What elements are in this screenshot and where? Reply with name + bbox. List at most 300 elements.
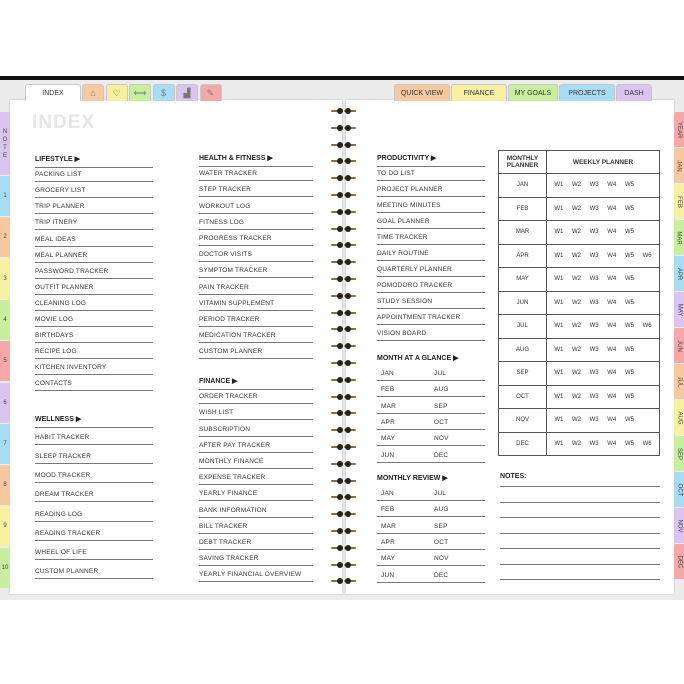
ring-part xyxy=(345,427,351,433)
page-title: INDEX xyxy=(32,112,96,133)
weekly-planner-link[interactable]: W1 xyxy=(554,393,564,400)
side-tab-10[interactable] xyxy=(0,548,10,588)
weekly-planner-link[interactable]: W2 xyxy=(571,299,581,306)
index-link[interactable]: POMODORO TRACKER xyxy=(377,282,485,293)
monthly-planner-link[interactable]: FEB xyxy=(499,197,547,221)
weekly-planner-link[interactable]: W2 xyxy=(571,346,581,353)
month-link[interactable]: NOV xyxy=(429,555,485,566)
index-link[interactable]: PACKING LIST xyxy=(35,171,153,182)
index-link[interactable]: BIRTHDAYS xyxy=(35,332,153,343)
weekly-planner-link[interactable]: W5 xyxy=(624,299,634,306)
section-header[interactable]: HEALTH & FITNESS ▶ xyxy=(199,154,313,167)
notes-line xyxy=(500,548,660,549)
index-link[interactable]: WHEEL OF LIFE xyxy=(35,549,153,560)
notes-line xyxy=(500,517,660,518)
ring-part xyxy=(337,528,343,534)
ring-part xyxy=(345,175,351,181)
index-link[interactable]: MEAL IDEAS xyxy=(35,236,153,247)
weekly-planner-link[interactable]: W3 xyxy=(589,276,599,283)
ring-part xyxy=(345,108,351,114)
weekly-planner-link[interactable]: W2 xyxy=(571,252,581,259)
weeks xyxy=(547,253,659,259)
month-tab-label: FEB xyxy=(676,195,683,208)
index-link[interactable]: APPOINTMENT TRACKER xyxy=(377,314,485,325)
month-link[interactable]: SEP xyxy=(429,403,485,414)
monthly-planner-link[interactable]: OCT xyxy=(499,385,547,409)
month-tab-label: OCT xyxy=(676,483,683,496)
month-tab-apr[interactable] xyxy=(674,256,684,291)
ring-part xyxy=(345,562,351,568)
month-link[interactable]: MAY xyxy=(377,555,429,566)
index-link[interactable]: FITNESS LOG xyxy=(199,219,313,230)
notes-label: NOTES: xyxy=(500,473,527,480)
month-tab-nov[interactable] xyxy=(674,508,684,543)
month-tab-feb[interactable] xyxy=(674,184,684,219)
weeks xyxy=(547,370,659,376)
weekly-planner-link[interactable]: W2 xyxy=(571,393,581,400)
monthly-planner-link[interactable]: NOV xyxy=(499,409,547,433)
weekly-planner-link[interactable]: W5 xyxy=(624,205,634,212)
ring-part xyxy=(337,142,343,148)
weekly-planner-link[interactable]: W2 xyxy=(571,205,581,212)
side-tab-4[interactable] xyxy=(0,300,10,340)
index-link[interactable]: OUTFIT PLANNER xyxy=(35,284,153,295)
index-link[interactable]: GOAL PLANNER xyxy=(377,218,485,229)
weekly-planner-link[interactable]: W5 xyxy=(624,346,634,353)
index-link[interactable]: RECIPE LOG xyxy=(35,348,153,359)
index-link[interactable]: SAVING TRACKER xyxy=(199,555,313,566)
weekly-planner-link[interactable]: W5 xyxy=(624,252,634,259)
index-link[interactable]: KITCHEN INVENTORY xyxy=(35,364,153,375)
section-header[interactable]: WELLNESS ▶ xyxy=(35,415,153,428)
ring-part xyxy=(337,511,343,517)
index-link[interactable]: MOVIE LOG xyxy=(35,316,153,327)
ring-part xyxy=(345,360,351,366)
planner-row xyxy=(499,315,660,339)
index-link[interactable]: DOCTOR VISITS xyxy=(199,251,313,262)
weekly-planner-link[interactable]: W2 xyxy=(571,182,581,189)
ring-part xyxy=(345,377,351,383)
index-link[interactable]: WISH LIST xyxy=(199,409,313,420)
month-tab-dec[interactable] xyxy=(674,544,684,579)
month-link[interactable]: JUL xyxy=(429,370,485,381)
month-link[interactable]: OCT xyxy=(429,539,485,550)
ring-part xyxy=(337,427,343,433)
index-link[interactable]: PAIN TRACKER xyxy=(199,284,313,295)
ring-part xyxy=(345,158,351,164)
ring-part xyxy=(337,276,343,282)
month-tab-may[interactable] xyxy=(674,292,684,327)
weekly-cell xyxy=(547,409,660,433)
month-tab-sep[interactable] xyxy=(674,436,684,471)
index-link[interactable]: AFTER PAY TRACKER xyxy=(199,442,313,453)
month-tab-jul[interactable] xyxy=(674,364,684,399)
index-link[interactable]: READING TRACKER xyxy=(35,530,153,541)
weekly-planner-link[interactable]: W4 xyxy=(607,440,617,447)
weekly-planner-link[interactable]: W4 xyxy=(607,205,617,212)
monthly-planner-link[interactable]: APR xyxy=(499,244,547,268)
side-tab-5[interactable] xyxy=(0,341,10,381)
weekly-cell xyxy=(547,268,660,292)
index-link[interactable]: DEBT TRACKER xyxy=(199,539,313,550)
weekly-planner-link[interactable]: W6 xyxy=(642,440,652,447)
side-tab-label: 5 xyxy=(3,358,7,365)
weekly-planner-link[interactable]: W5 xyxy=(624,182,634,189)
weekly-planner-link[interactable]: W3 xyxy=(589,205,599,212)
tab-home[interactable] xyxy=(82,84,104,101)
monthly-planner-link[interactable]: JUN xyxy=(499,291,547,315)
month-link[interactable]: DEC xyxy=(429,572,485,583)
weekly-planner-link[interactable]: W1 xyxy=(554,205,564,212)
month-tab-label: NOV xyxy=(676,518,683,533)
tab-notepad[interactable] xyxy=(200,84,222,101)
weekly-planner-link[interactable]: W2 xyxy=(571,370,581,377)
side-tab-6[interactable] xyxy=(0,383,10,423)
monthly-planner-link[interactable]: JAN xyxy=(499,174,547,198)
tab-money[interactable] xyxy=(153,84,175,101)
index-link[interactable]: TO DO LIST xyxy=(377,170,485,181)
index-link[interactable]: HABIT TRACKER xyxy=(35,434,153,445)
spiral-ring xyxy=(331,394,357,400)
weekly-planner-link[interactable]: W5 xyxy=(624,276,634,283)
index-link[interactable]: VISION BOARD xyxy=(377,330,485,341)
ring-part xyxy=(345,310,351,316)
index-link[interactable]: EXPENSE TRACKER xyxy=(199,474,313,485)
weekly-planner-link[interactable]: W1 xyxy=(554,323,564,330)
index-link[interactable]: TIME TRACKER xyxy=(377,234,485,245)
monthly-planner-link[interactable]: JUL xyxy=(499,315,547,339)
spiral-ring xyxy=(331,377,357,383)
weekly-planner-link[interactable]: W1 xyxy=(554,370,564,377)
weeks xyxy=(547,182,659,188)
weekly-planner-link[interactable]: W4 xyxy=(607,182,617,189)
weekly-planner-link[interactable]: W4 xyxy=(607,229,617,236)
spiral-ring xyxy=(331,209,357,215)
month-tab-label: JAN xyxy=(676,159,682,172)
index-link[interactable]: MOOD TRACKER xyxy=(35,472,153,483)
monthly-planner-link[interactable]: MAR xyxy=(499,221,547,245)
monthly-planner-header: MONTHLY PLANNER xyxy=(499,151,547,174)
ring-part xyxy=(345,461,351,467)
index-link[interactable]: BILL TRACKER xyxy=(199,523,313,534)
ring-part xyxy=(337,209,343,215)
weekly-planner-link[interactable]: W1 xyxy=(554,276,564,283)
ring-part xyxy=(345,478,351,484)
index-link[interactable]: TRIP ITNERY xyxy=(35,219,153,230)
index-link[interactable]: MEETING MINUTES xyxy=(377,202,485,213)
tab-heart[interactable] xyxy=(106,84,128,101)
spiral-ring xyxy=(331,494,357,500)
notes-line xyxy=(500,564,660,565)
side-tab-label: 8 xyxy=(3,482,7,489)
index-link[interactable]: YEARLY FINANCIAL OVERVIEW xyxy=(199,571,313,582)
weeks xyxy=(547,347,659,353)
spiral-ring xyxy=(331,461,357,467)
month-tab-mar[interactable] xyxy=(674,220,684,255)
month-tab-label: JUN xyxy=(676,339,683,352)
tab-dumbbell[interactable] xyxy=(129,84,151,101)
month-tab-label: MAR xyxy=(676,230,682,245)
side-tab-9[interactable] xyxy=(0,506,10,546)
weekly-planner-link[interactable]: W6 xyxy=(642,252,652,259)
weekly-planner-header: WEEKLY PLANNER xyxy=(547,151,660,174)
weekly-planner-link[interactable]: W1 xyxy=(554,229,564,236)
weekly-planner-link[interactable]: W4 xyxy=(607,323,617,330)
month-link[interactable]: AUG xyxy=(429,506,485,517)
weekly-planner-link[interactable]: W4 xyxy=(607,370,617,377)
month-link[interactable]: DEC xyxy=(429,452,485,463)
ring-part xyxy=(345,142,351,148)
month-link[interactable]: JUN xyxy=(377,572,429,583)
month-tab-oct[interactable] xyxy=(674,472,684,507)
weekly-planner-link[interactable]: W2 xyxy=(571,417,581,424)
side-tab-label: 3 xyxy=(3,275,7,282)
weekly-planner-link[interactable]: W3 xyxy=(589,440,599,447)
spiral-ring xyxy=(331,360,357,366)
weekly-planner-link[interactable]: W3 xyxy=(589,229,599,236)
weekly-planner-link[interactable]: W5 xyxy=(624,393,634,400)
spiral-ring xyxy=(331,108,357,114)
month-tab-aug[interactable] xyxy=(674,400,684,435)
side-tab-note[interactable] xyxy=(0,112,10,175)
ring-part xyxy=(337,175,343,181)
weekly-planner-link[interactable]: W1 xyxy=(554,182,564,189)
ring-part xyxy=(337,259,343,265)
section-header[interactable]: FINANCE ▶ xyxy=(199,377,313,390)
month-tab-label: MAY xyxy=(676,303,682,316)
ring-part xyxy=(345,511,351,517)
weekly-planner-link[interactable]: W3 xyxy=(589,182,599,189)
month-link[interactable]: APR xyxy=(377,539,429,550)
weekly-planner-link[interactable]: W4 xyxy=(607,417,617,424)
month-link[interactable]: MAR xyxy=(377,523,429,534)
weekly-planner-link[interactable]: W2 xyxy=(571,276,581,283)
chart-icon: ▟ xyxy=(183,87,191,98)
notes-line xyxy=(500,533,660,534)
notes-line xyxy=(500,579,660,580)
weekly-planner-link[interactable]: W3 xyxy=(589,346,599,353)
ring-part xyxy=(345,242,351,248)
tab-finance[interactable]: FINANCE xyxy=(451,84,507,101)
month-link[interactable]: SEP xyxy=(429,523,485,534)
index-link[interactable]: DAILY ROUTINE xyxy=(377,250,485,261)
ring-part xyxy=(337,377,343,383)
tab-my-goals[interactable]: MY GOALS xyxy=(508,84,558,101)
index-link[interactable]: CONTACTS xyxy=(35,380,153,391)
section-header[interactable]: PRODUCTIVITY ▶ xyxy=(377,154,485,167)
weekly-planner-link[interactable]: W2 xyxy=(571,323,581,330)
spiral-ring xyxy=(331,427,357,433)
planner-row xyxy=(499,291,660,315)
month-link[interactable]: MAY xyxy=(377,435,429,446)
weekly-planner-link[interactable]: W1 xyxy=(554,299,564,306)
index-link[interactable]: STUDY SESSION xyxy=(377,298,485,309)
index-link[interactable]: WORKOUT LOG xyxy=(199,203,313,214)
weekly-planner-link[interactable]: W1 xyxy=(554,346,564,353)
index-link[interactable]: BANK INFORMATION xyxy=(199,507,313,518)
month-link[interactable]: JAN xyxy=(377,370,429,381)
ring-part xyxy=(337,394,343,400)
index-link[interactable]: YEARLY FINANCE xyxy=(199,490,313,501)
notes-line xyxy=(500,486,660,487)
index-link[interactable]: WATER TRACKER xyxy=(199,170,313,181)
ring-part xyxy=(337,494,343,500)
index-link[interactable]: ORDER TRACKER xyxy=(199,393,313,404)
ring-part xyxy=(337,242,343,248)
weekly-planner-link[interactable]: W4 xyxy=(607,393,617,400)
index-link[interactable]: PERIOD TRACKER xyxy=(199,316,313,327)
weekly-planner-link[interactable]: W3 xyxy=(589,417,599,424)
weekly-planner-link[interactable]: W3 xyxy=(589,370,599,377)
index-link[interactable]: MONTHLY FINANCE xyxy=(199,458,313,469)
ring-part xyxy=(345,528,351,534)
side-tab-2[interactable] xyxy=(0,217,10,257)
weekly-cell xyxy=(547,385,660,409)
index-link[interactable]: QUARTERLY PLANNER xyxy=(377,266,485,277)
section-header[interactable]: LIFESTYLE ▶ xyxy=(35,155,153,168)
side-tab-label: 10 xyxy=(1,564,9,571)
index-link[interactable]: MEAL PLANNER xyxy=(35,252,153,263)
spiral-ring xyxy=(331,125,357,131)
ring-part xyxy=(345,394,351,400)
month-link[interactable]: FEB xyxy=(377,506,429,517)
side-tab-3[interactable] xyxy=(0,259,10,299)
weekly-planner-link[interactable]: W3 xyxy=(589,299,599,306)
index-link[interactable]: SYMPTOM TRACKER xyxy=(199,267,313,278)
side-tab-letter: O xyxy=(2,136,8,143)
ring-part xyxy=(337,562,343,568)
index-link[interactable]: CLEANING LOG xyxy=(35,300,153,311)
weekly-planner-link[interactable]: W5 xyxy=(624,440,634,447)
ring-part xyxy=(345,545,351,551)
side-tab-label: 6 xyxy=(3,399,7,406)
ring-part xyxy=(337,444,343,450)
month-link[interactable]: OCT xyxy=(429,419,485,430)
tab-dash[interactable]: DASH xyxy=(616,84,652,101)
monthly-planner-link[interactable]: DEC xyxy=(499,432,547,456)
month-link[interactable]: JUN xyxy=(377,452,429,463)
planner-table xyxy=(498,150,660,456)
index-link[interactable]: STEP TRACKER xyxy=(199,186,313,197)
monthly-planner-link[interactable]: AUG xyxy=(499,338,547,362)
weekly-planner-link[interactable]: W1 xyxy=(554,440,564,447)
index-link[interactable]: READING LOG xyxy=(35,511,153,522)
month-tab-jan[interactable] xyxy=(674,148,684,183)
index-link[interactable]: MEDICATION TRACKER xyxy=(199,332,313,343)
monthly-review-header[interactable]: MONTHLY REVIEW ▶ xyxy=(377,475,448,482)
home-icon: ⌂ xyxy=(90,88,96,98)
weekly-planner-link[interactable]: W4 xyxy=(607,252,617,259)
month-link[interactable]: MAR xyxy=(377,403,429,414)
index-link[interactable]: DREAM TRACKER xyxy=(35,491,153,502)
monthly-planner-link[interactable]: SEP xyxy=(499,362,547,386)
ring-part xyxy=(337,326,343,332)
weekly-planner-link[interactable]: W2 xyxy=(571,229,581,236)
tab-chart[interactable] xyxy=(176,84,198,101)
planner-row xyxy=(499,409,660,433)
month-tab-year[interactable] xyxy=(674,112,684,147)
weeks xyxy=(547,276,659,282)
ring-part xyxy=(337,478,343,484)
side-tab-label: 9 xyxy=(3,523,7,530)
weekly-cell xyxy=(547,315,660,339)
index-link[interactable]: TRIP PLANNER xyxy=(35,203,153,214)
spiral-ring xyxy=(331,545,357,551)
index-link[interactable]: CUSTOM PLANNER xyxy=(35,568,153,579)
weekly-planner-link[interactable]: W5 xyxy=(624,370,634,377)
ring-part xyxy=(337,360,343,366)
month-link[interactable]: AUG xyxy=(429,386,485,397)
month-at-glance-header[interactable]: MONTH AT A GLANCE ▶ xyxy=(377,355,459,362)
tab-index[interactable]: INDEX xyxy=(25,84,81,101)
index-link[interactable]: VITAMIN SUPPLEMENT xyxy=(199,300,313,311)
weeks xyxy=(547,300,659,306)
weekly-planner-link[interactable]: W6 xyxy=(642,323,652,330)
weekly-planner-link[interactable]: W4 xyxy=(607,346,617,353)
ring-part xyxy=(345,259,351,265)
month-link[interactable]: JUL xyxy=(429,490,485,501)
weekly-planner-link[interactable]: W3 xyxy=(589,323,599,330)
weekly-cell xyxy=(547,362,660,386)
weekly-planner-link[interactable]: W3 xyxy=(589,393,599,400)
ring-part xyxy=(337,158,343,164)
index-link[interactable]: PROGRESS TRACKER xyxy=(199,235,313,246)
index-link[interactable]: PROJECT PLANNER xyxy=(377,186,485,197)
index-link[interactable]: SUBSCRIPTION xyxy=(199,426,313,437)
weekly-cell xyxy=(547,291,660,315)
month-link[interactable]: NOV xyxy=(429,435,485,446)
side-tab-1[interactable] xyxy=(0,176,10,216)
weekly-planner-link[interactable]: W4 xyxy=(607,276,617,283)
monthly-planner-link[interactable]: MAY xyxy=(499,268,547,292)
weekly-planner-link[interactable]: W4 xyxy=(607,299,617,306)
month-link[interactable]: APR xyxy=(377,419,429,430)
index-link[interactable]: CUSTOM PLANNER xyxy=(199,348,313,359)
ring-part xyxy=(337,461,343,467)
weekly-planner-link[interactable]: W2 xyxy=(571,440,581,447)
weekly-planner-link[interactable]: W5 xyxy=(624,417,634,424)
month-tab-label: YEAR xyxy=(676,121,682,138)
month-link[interactable]: FEB xyxy=(377,386,429,397)
weekly-cell xyxy=(547,244,660,268)
month-link[interactable]: JAN xyxy=(377,490,429,501)
month-tab-label: JUL xyxy=(676,376,683,387)
tab-quick-view[interactable]: QUICK VIEW xyxy=(394,84,450,101)
month-tab-label: SEP xyxy=(676,447,683,460)
index-link[interactable]: GROCERY LIST xyxy=(35,187,153,198)
spiral-ring xyxy=(331,242,357,248)
index-link[interactable]: PASSWORD TRACKER xyxy=(35,268,153,279)
tab-projects[interactable]: PROJECTS xyxy=(559,84,615,101)
weekly-planner-link[interactable]: W1 xyxy=(554,417,564,424)
weekly-planner-link[interactable]: W5 xyxy=(624,323,634,330)
index-link[interactable]: SLEEP TRACKER xyxy=(35,453,153,464)
side-tab-7[interactable] xyxy=(0,424,10,464)
weekly-planner-link[interactable]: W1 xyxy=(554,252,564,259)
month-tab-label: AUG xyxy=(676,410,683,425)
weeks xyxy=(547,229,659,235)
ring-part xyxy=(337,310,343,316)
ring-part xyxy=(345,410,351,416)
weekly-planner-link[interactable]: W5 xyxy=(624,229,634,236)
ring-part xyxy=(337,192,343,198)
month-tab-jun[interactable] xyxy=(674,328,684,363)
weekly-planner-link[interactable]: W3 xyxy=(589,252,599,259)
planner-row xyxy=(499,338,660,362)
ring-part xyxy=(345,578,351,584)
spiral-ring xyxy=(331,293,357,299)
side-tab-8[interactable] xyxy=(0,465,10,505)
